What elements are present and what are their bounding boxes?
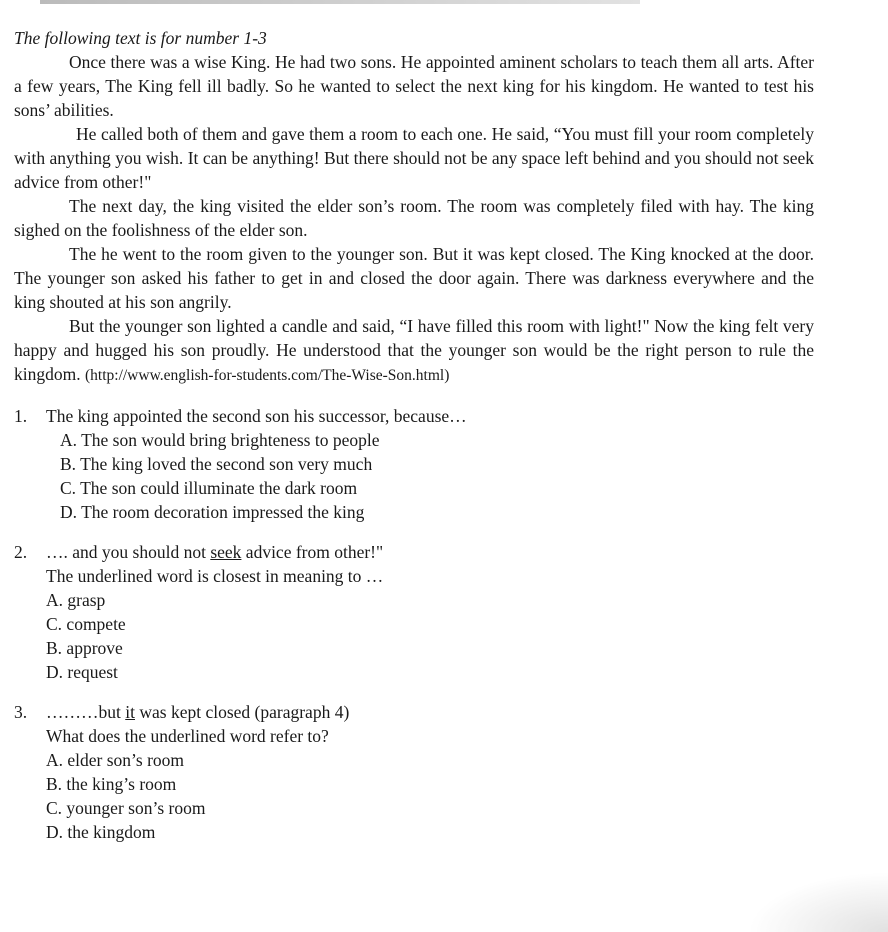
option-d: D. the kingdom — [46, 822, 156, 842]
option-b: B. The king loved the second son very much — [60, 454, 373, 474]
question-3-options — [14, 748, 814, 844]
paragraph-1: Once there was a wise King. He had two sons. He appointed aminent scholars to teach them all arts. After a few years, The King fell ill badly. So he wanted to select the next king for his kingdom. He wanted to test his sons’ abilities. — [14, 52, 814, 120]
question-text: The king appointed the second son his successor, because… — [46, 406, 467, 426]
question-1 — [14, 404, 814, 524]
paragraph-2: He called both of them and gave them a room to each one. He said, “You must fill your room completely with anything you wish. It can be anything! But there should not be any space left behind and you should not seek advice from other!" — [14, 124, 814, 192]
paragraph-3: The next day, the king visited the elder son’s room. The room was completely filed with hay. The king sighed on the foolishness of the elder son. — [14, 196, 814, 240]
question-number: 3. — [14, 702, 28, 722]
paragraph-4: The he went to the room given to the younger son. But it was kept closed. The King knocked at the door. The younger son asked his father to get in and closed the door again. There was darkness everywhere and the king shouted at his son angrily. — [14, 244, 814, 312]
paragraph-5 — [14, 314, 814, 388]
option-c: C. The son could illuminate the dark room — [60, 478, 358, 498]
option-c: C. younger son’s room — [46, 798, 206, 818]
cropped-text-fragment — [40, 0, 640, 4]
question-2-subtext: The underlined word is closest in meaning to … — [46, 566, 384, 586]
stem-before: ………but — [46, 702, 126, 722]
question-number: 2. — [14, 542, 28, 562]
source-citation: (http://www.english-for-students.com/The-Wise-Son.html) — [84, 367, 450, 384]
question-1-stem — [14, 404, 814, 428]
option-a: A. grasp — [46, 590, 106, 610]
reading-heading: The following text is for number 1-3 — [14, 28, 267, 48]
underlined-word: seek — [210, 542, 242, 562]
question-list — [14, 404, 814, 844]
option-b: B. approve — [46, 638, 123, 658]
question-2-stem — [14, 540, 814, 564]
page-curl-shadow — [748, 872, 888, 932]
stem-after: advice from other!" — [241, 542, 384, 562]
cropped-text-line — [0, 0, 888, 5]
question-1-options — [14, 428, 814, 524]
option-a: A. The son would bring brighteness to people — [60, 430, 380, 450]
question-text — [46, 700, 349, 724]
underlined-word: it — [125, 702, 135, 722]
option-a: A. elder son’s room — [46, 750, 185, 770]
document-page — [14, 26, 814, 860]
question-2-options — [14, 588, 814, 684]
question-3 — [14, 700, 814, 844]
stem-after: was kept closed (paragraph 4) — [134, 702, 350, 722]
option-b: B. the king’s room — [46, 774, 177, 794]
option-d: D. request — [46, 662, 118, 682]
question-2 — [14, 540, 814, 684]
question-number: 1. — [14, 406, 28, 426]
stem-before: …. and you should not — [46, 542, 211, 562]
question-3-stem — [14, 700, 814, 724]
option-c: C. compete — [46, 614, 126, 634]
paragraph-5-text: But the younger son lighted a candle and said, “I have filled this room with light!" Now the king felt very happy and hugged his son proudly. He understood that the younger son would be the right person to rule the kingdom. — [14, 316, 814, 384]
question-text — [46, 540, 383, 564]
option-d: D. The room decoration impressed the king — [60, 502, 365, 522]
question-3-subtext: What does the underlined word refer to? — [46, 726, 329, 746]
